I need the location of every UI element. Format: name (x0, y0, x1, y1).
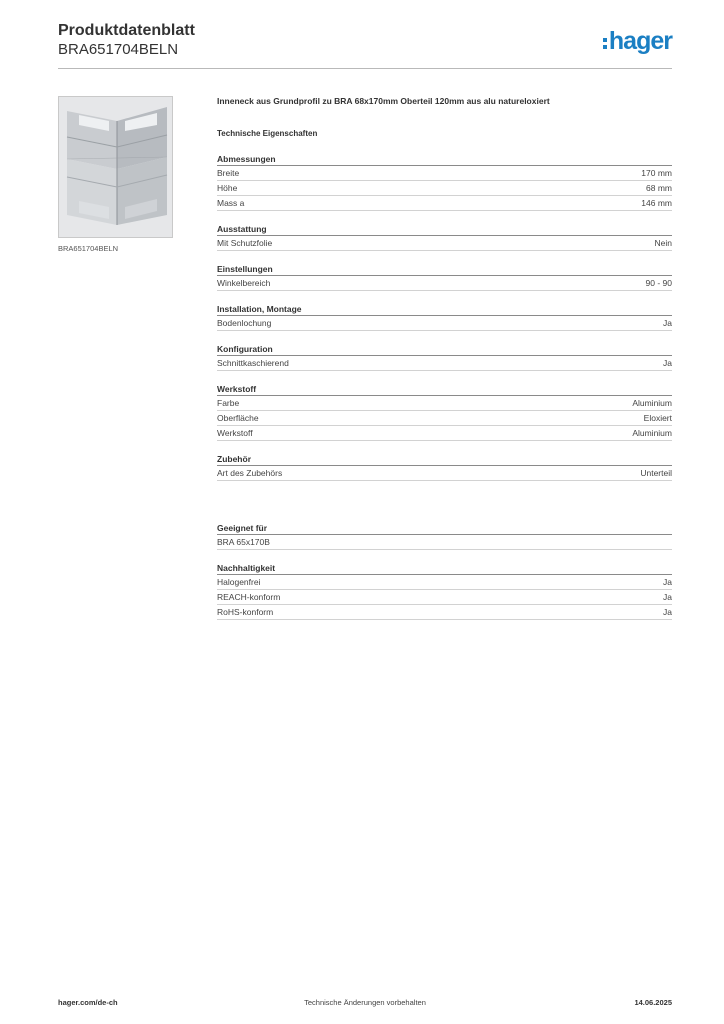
row-value: 68 mm (646, 183, 672, 193)
logo-dots-icon (603, 38, 607, 49)
row-label: Farbe (217, 398, 240, 408)
table-row (217, 316, 672, 331)
row-value: Unterteil (640, 468, 672, 478)
section-installation (217, 303, 672, 331)
product-description: Inneneck aus Grundprofil zu BRA 68x170mm Oberteil 120mm aus alu natureloxiert (217, 96, 550, 106)
row-value: Eloxiert (643, 413, 672, 423)
section-geeignet-fuer (217, 522, 672, 550)
technical-properties-title: Technische Eigenschaften (217, 129, 318, 138)
table-row (217, 196, 672, 211)
row-label: Mass a (217, 198, 245, 208)
page-header (58, 22, 672, 69)
hager-logo (603, 28, 672, 54)
image-caption: BRA651704BELN (58, 244, 119, 253)
table-row (217, 411, 672, 426)
table-row (217, 236, 672, 251)
row-label: Mit Schutzfolie (217, 238, 273, 248)
section-zubehoer (217, 453, 672, 481)
section-werkstoff (217, 383, 672, 441)
section-spacer (217, 481, 672, 510)
row-value: Aluminium (632, 428, 672, 438)
table-row (217, 396, 672, 411)
row-label: Werkstoff (217, 428, 253, 438)
section-title: Geeignet für (217, 522, 672, 535)
section-einstellungen (217, 263, 672, 291)
section-nachhaltigkeit (217, 562, 672, 620)
section-ausstattung (217, 223, 672, 251)
row-value: Ja (663, 607, 672, 617)
row-label: REACH-konform (217, 592, 281, 602)
section-title: Installation, Montage (217, 303, 672, 316)
table-row (217, 590, 672, 605)
document-title: Produktdatenblatt (58, 22, 195, 39)
row-value: 146 mm (641, 198, 672, 208)
table-row (217, 166, 672, 181)
table-row (217, 605, 672, 620)
product-image (58, 96, 173, 238)
row-value: Ja (663, 358, 672, 368)
section-title: Zubehör (217, 453, 672, 466)
row-value: Aluminium (632, 398, 672, 408)
footer-date: 14.06.2025 (634, 998, 672, 1007)
row-label: RoHS-konform (217, 607, 274, 617)
row-label: Höhe (217, 183, 238, 193)
footer-website-link[interactable]: hager.com/de-ch (58, 998, 118, 1007)
row-label: Bodenlochung (217, 318, 272, 328)
section-title: Werkstoff (217, 383, 672, 396)
list-item: BRA 65x170B (217, 535, 672, 550)
row-value: Ja (663, 318, 672, 328)
row-label: Winkelbereich (217, 278, 271, 288)
product-details (217, 95, 672, 620)
row-label: Art des Zubehörs (217, 468, 283, 478)
row-label: Oberfläche (217, 413, 259, 423)
table-row (217, 426, 672, 441)
row-value: Ja (663, 577, 672, 587)
document-sku: BRA651704BELN (58, 41, 179, 58)
section-title: Nachhaltigkeit (217, 562, 672, 575)
section-title: Konfiguration (217, 343, 672, 356)
section-title: Ausstattung (217, 223, 672, 236)
row-value: 170 mm (641, 168, 672, 178)
row-value: Ja (663, 592, 672, 602)
row-label: Schnittkaschierend (217, 358, 289, 368)
section-title: Abmessungen (217, 153, 672, 166)
table-row (217, 356, 672, 371)
table-row (217, 466, 672, 481)
row-value: 90 - 90 (645, 278, 672, 288)
logo-text: hager (608, 27, 672, 55)
table-row (217, 276, 672, 291)
section-konfiguration (217, 343, 672, 371)
section-title: Einstellungen (217, 263, 672, 276)
row-label: Breite (217, 168, 240, 178)
table-row (217, 181, 672, 196)
corner-duct-illustration (59, 97, 172, 237)
section-abmessungen (217, 153, 672, 211)
footer-disclaimer: Technische Änderungen vorbehalten (304, 998, 426, 1007)
row-value: Nein (654, 238, 672, 248)
row-label: Halogenfrei (217, 577, 261, 587)
table-row (217, 575, 672, 590)
